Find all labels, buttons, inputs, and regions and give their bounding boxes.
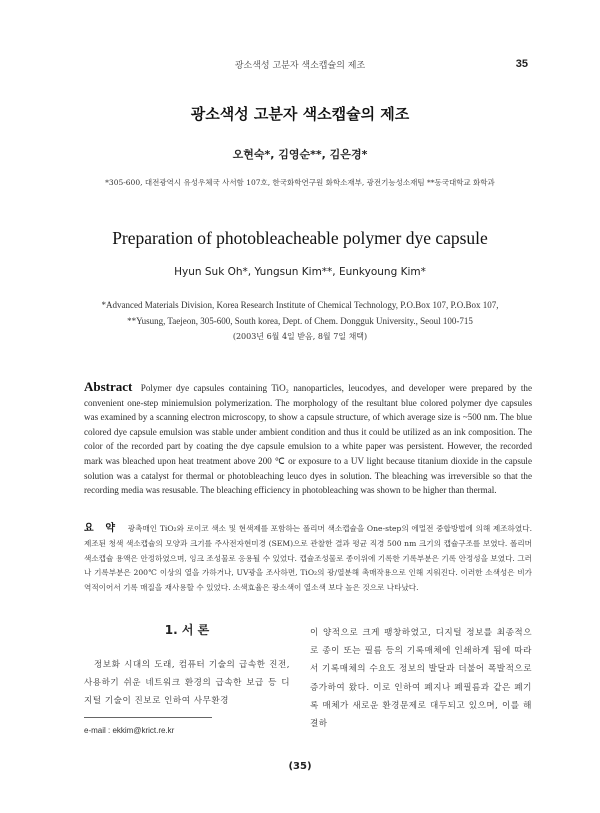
footer-page-number: (35) <box>288 761 312 772</box>
header-page-number: 35 <box>515 58 528 70</box>
korean-authors: 오현숙*, 김영순**, 김은경* <box>232 148 368 161</box>
section-heading: 1. 서 론 <box>164 623 210 637</box>
korean-affiliation: *305-600, 대전광역시 유성우체국 사서함 107호, 한국화학연구원 화학소재부, 광전기능성소재팀 **동국대학교 화학과 <box>105 178 495 187</box>
korean-title: 광소색성 고분자 색소캡슐의 제조 <box>190 105 410 123</box>
abstract-text: Polymer dye capsules containing TiO₂ nanoparticles, leucodyes, and developer were prepared by the convenient one-step miniemulsion polymerization. The morphology of the resultant blue colored polymer dye capsules was examined by a scanning electron microscopy, to show a capsule structure, of which average size is ~500 nm. The blue colored dye capsule emulsion was stable under ambient condition and thus it could be utilized as an ink composition. The color of the recorded part by coating the dye capsule emulsion to a white paper was persistent. However, the recorded mark was bleached upon heat treatment above 200 ℃ or exposure to a UV light because titanium dioxide in the capsule solution was a catalyst for thermal or photobleaching leuco dyes in solution. The bleaching was irreversible so that the recording media was resusable. The bleaching efficiency in photobleaching was shown to be higher than thermal. <box>84 383 532 496</box>
running-header <box>0 58 600 72</box>
english-authors: Hyun Suk Oh*, Yungsun Kim**, Eunkyoung Kim* <box>174 266 426 278</box>
body-right-column: 이 양적으로 크게 팽창하였고, 디지털 정보를 최종적으로 종이 또는 필름 등의 기록매체에 인쇄하게 됨에 따라서 기록매체의 수요도 정보의 발달과 더불어 폭발적으로 증가하여 왔다. 이로 인하여 폐지나 폐필름과 같은 폐기록 매체가 새로운 환경문제로 대두되고 있으며, 이를 해결하 <box>310 628 532 730</box>
korean-abstract-text: 광촉매인 TiO₂와 로이코 색소 및 현색제를 포함하는 폴리머 색소캡슐을 One-step의 에멀전 중합방법에 의해 제조하였다. 제조된 청색 색소캡슐의 모양과 크기를 주사전자현미경 (SEM)으로 관찰한 결과 평균 직경 500 nm 크기의 캡슐구조를 보였다. 폴리머 색소캡슐 용액은 안정하였으며, 잉크 조성물로 응용될 수 있었다. 캡슐조성물로 종이위에 기록한 기록부분은 기록 안정성을 보였다. 그러나 기록부분은 200℃ 이상의 열을 가하거나, UV광을 조사하면, TiO₂의 광/열분해 촉매작용으로 인해 지워진다. 이러한 소색성은 비가역적이어서 기록 매질을 재사용할 수 있었다. 소색효율은 광소색이 열소색 보다 높은 것으로 나타났다. <box>84 524 532 593</box>
english-affiliation-line-1: *Advanced Materials Division, Korea Research Institute of Chemical Technology, P.O.Box 107, P.O.Box 107, <box>101 300 499 310</box>
footnote-email: e-mail : ekkim@krict.re.kr <box>84 726 175 735</box>
running-title: 광소색성 고분자 색소캡슐의 제조 <box>234 61 366 71</box>
english-affiliation-line-2: **Yusung, Taejeon, 305-600, South korea, Dept. of Chem. Dongguk University., Seoul 100-715 <box>127 316 473 326</box>
abstract-label: Abstract <box>84 379 133 394</box>
received-date: (2003년 6월 4일 받음, 8월 7일 채택) <box>232 332 368 341</box>
footnote-divider <box>84 717 212 718</box>
korean-abstract <box>84 522 532 596</box>
english-title: Preparation of photobleacheable polymer dye capsule <box>112 228 488 248</box>
abstract <box>84 380 532 498</box>
korean-abstract-label: 요 약 <box>84 523 120 534</box>
body-left-column: 정보화 시대의 도래, 컴퓨터 기술의 급속한 진전, 사용하기 쉬운 네트워크 환경의 급속한 보급 등 디지털 기술이 진보로 인하여 사무환경 <box>84 660 290 707</box>
